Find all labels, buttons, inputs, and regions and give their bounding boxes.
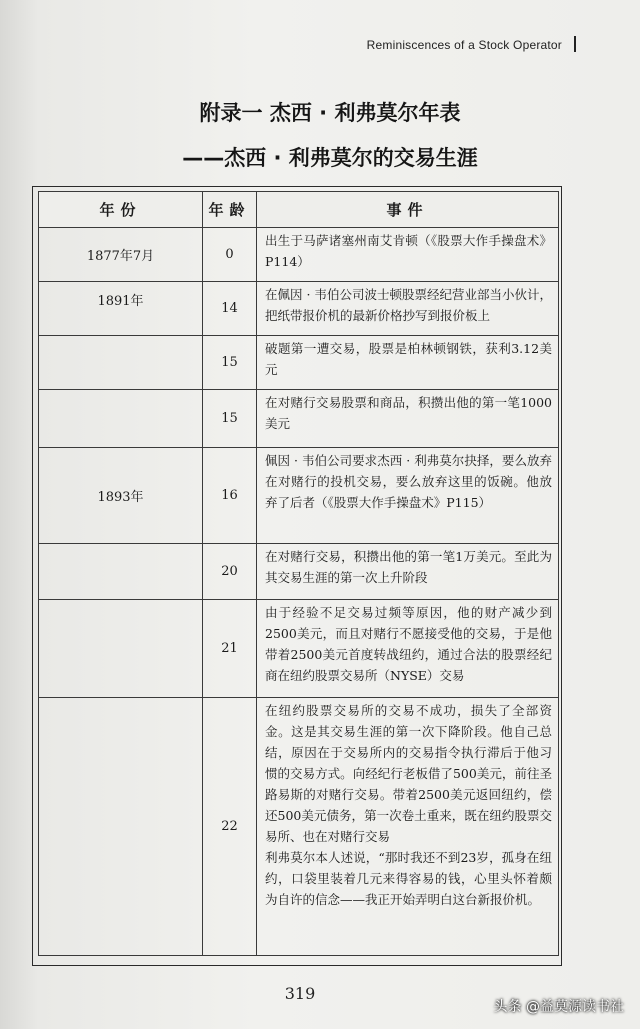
cell-event: 在佩因 · 韦伯公司波士顿股票经纪营业部当小伙计，把纸带报价机的最新价格抄写到报价板上 xyxy=(257,282,559,336)
cell-event: 在对赌行交易股票和商品，积攒出他的第一笔1000美元 xyxy=(257,390,559,448)
cell-event: 在纽约股票交易所的交易不成功，损失了全部资金。这是其交易生涯的第一次下降阶段。他自己总结，原因在于交易所内的交易指令执行滞后于他习惯的交易方式。向经纪行老板借了500美元，前往圣路易斯的对赌行交易。带着2500美元返回纽约，偿还500美元债务，第一次卷土重来，既在纽约股票交易所、也在对赌行交易 利弗莫尔本人述说，“那时我还不到23岁，孤身在纽约，口袋里装着几元来得容易的钱，心里头怀着颇为自许的信念——我正开始弄明白这台新报价机。 xyxy=(257,698,559,956)
header-age: 年龄 xyxy=(203,192,257,228)
table-row xyxy=(39,390,559,448)
cell-age: 22 xyxy=(203,698,257,956)
table-row xyxy=(39,600,559,698)
cell-event: 破题第一遭交易，股票是柏林顿钢铁，获利3.12美元 xyxy=(257,336,559,390)
header-event: 事件 xyxy=(257,192,559,228)
cell-age: 20 xyxy=(203,544,257,600)
page-title: 附录一 杰西 · 利弗莫尔年表 xyxy=(199,101,461,125)
cell-year xyxy=(39,390,203,448)
cell-age: 15 xyxy=(203,390,257,448)
cell-event: 佩因 · 韦伯公司要求杰西 · 利弗莫尔抉择，要么放弃在对赌行的投机交易，要么放弃这里的饭碗。他放弃了后者（《股票大作手操盘术》P115） xyxy=(257,448,559,544)
table-row xyxy=(39,698,559,956)
table-header-row xyxy=(39,192,559,228)
cell-year xyxy=(39,336,203,390)
cell-age: 0 xyxy=(203,228,257,282)
page-subtitle: ——杰西 · 利弗莫尔的交易生涯 xyxy=(182,146,478,170)
watermark: 头条 @益莫源读书社 xyxy=(493,999,624,1015)
cell-event: 出生于马萨诸塞州南艾肯顿（《股票大作手操盘术》P114） xyxy=(257,228,559,282)
cell-year xyxy=(39,698,203,956)
table-row xyxy=(39,336,559,390)
table-row xyxy=(39,282,559,336)
table-row xyxy=(39,544,559,600)
cell-year: 1891年 xyxy=(39,282,203,336)
header-divider xyxy=(574,36,576,52)
page-number: 319 xyxy=(284,984,316,1003)
header-year: 年份 xyxy=(39,192,203,228)
cell-event: 在对赌行交易，积攒出他的第一笔1万美元。至此为其交易生涯的第一次上升阶段 xyxy=(257,544,559,600)
cell-year: 1877年7月 xyxy=(39,228,203,282)
cell-year xyxy=(39,600,203,698)
table-row xyxy=(39,448,559,544)
cell-event: 由于经验不足交易过频等原因，他的财产减少到2500美元，而且对赌行不愿接受他的交易，于是他带着2500美元首度转战纽约，通过合法的股票经纪商在纽约股票交易所（NYSE）交易 xyxy=(257,600,559,698)
cell-age: 14 xyxy=(203,282,257,336)
running-header: Reminiscences of a Stock Operator xyxy=(366,38,562,52)
cell-year xyxy=(39,544,203,600)
cell-age: 15 xyxy=(203,336,257,390)
table-row xyxy=(39,228,559,282)
cell-year: 1893年 xyxy=(39,448,203,544)
cell-age: 21 xyxy=(203,600,257,698)
chronology-table xyxy=(38,191,559,956)
cell-age: 16 xyxy=(203,448,257,544)
